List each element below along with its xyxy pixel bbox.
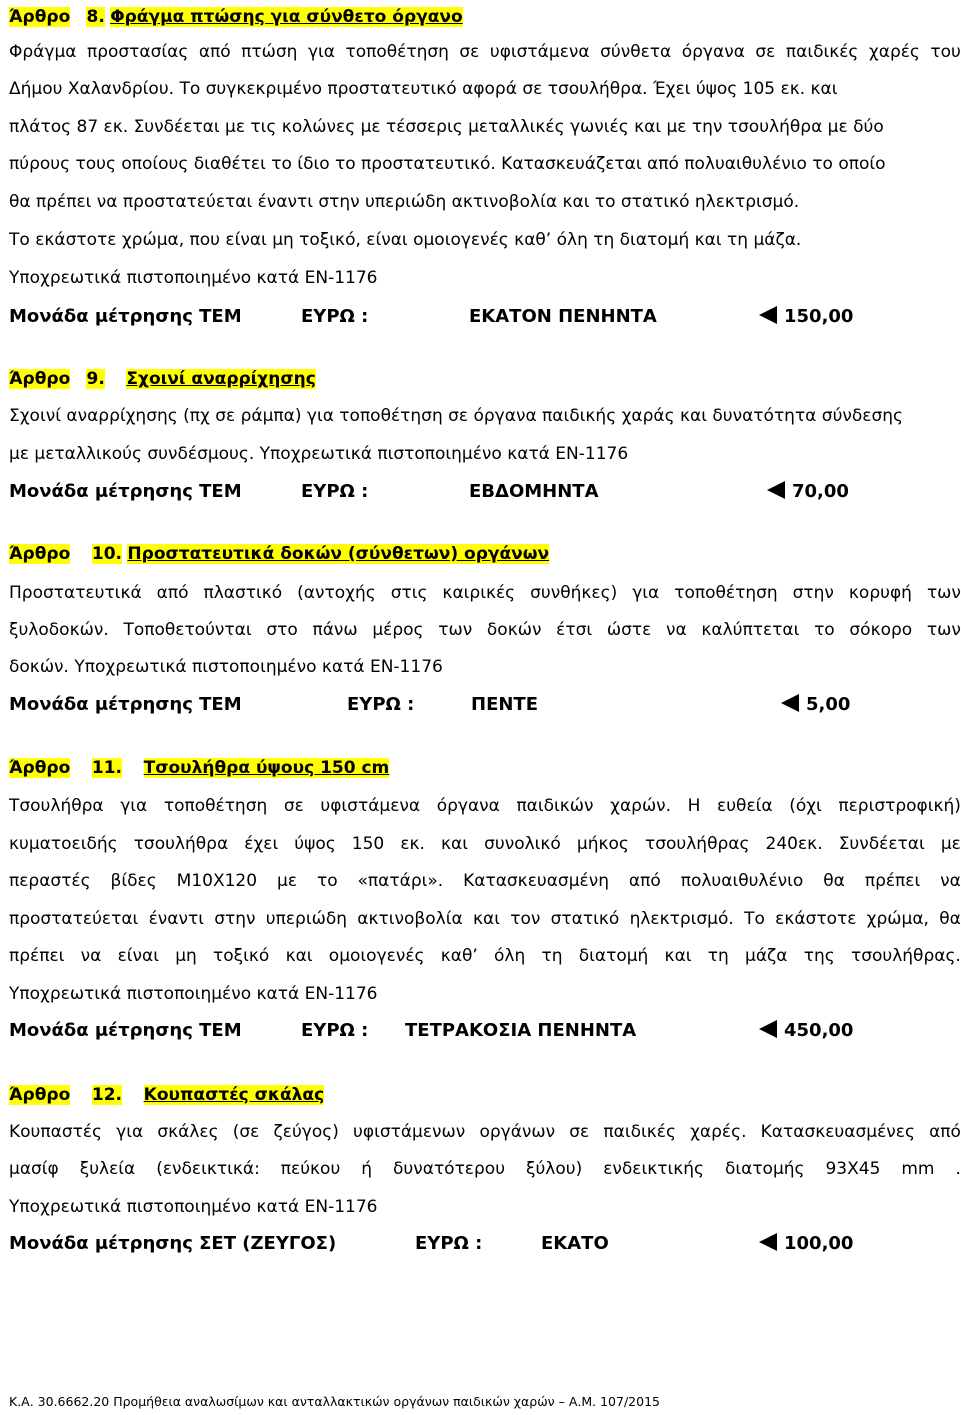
word: και (664, 946, 692, 966)
currency-label: ΕΥΡΩ : (415, 1233, 483, 1254)
word: (όχι (789, 796, 822, 816)
word: χαρές. (690, 1122, 747, 1142)
word: (ενδεικτικά: (156, 1159, 260, 1179)
word: σε (755, 42, 776, 62)
word: να (665, 620, 687, 640)
article-label: Άρθρο (9, 7, 71, 27)
word: 93Χ45 (825, 1159, 881, 1179)
word: Φράγμα (9, 42, 77, 62)
word: όργανα (436, 796, 500, 816)
word: Τσουλήθρα (9, 796, 104, 816)
unit-label: Μονάδα μέτρησης ΤΕΜ (9, 1020, 242, 1041)
article-8-text-line: Υποχρεωτικά πιστοποιημένο κατά ΕΝ-1176 (9, 268, 378, 288)
article-label: Άρθρο (9, 544, 71, 564)
word: πτώση (241, 42, 298, 62)
article-number: 12. (91, 1085, 123, 1105)
price-value (767, 480, 849, 504)
word: με (940, 834, 961, 854)
word: τοποθέτηση (674, 583, 778, 603)
word: έναντι (148, 909, 204, 929)
word: και (441, 834, 469, 854)
price-value (781, 693, 850, 717)
article-11-price-row (9, 1019, 909, 1045)
article-12-text-line: Υποχρεωτικά πιστοποιημένο κατά ΕΝ-1176 (9, 1197, 378, 1217)
article-11-text-line: Υποχρεωτικά πιστοποιημένο κατά ΕΝ-1176 (9, 984, 378, 1004)
price-value (759, 1232, 853, 1256)
word: για (307, 42, 335, 62)
word: Κατασκευασμένες (760, 1122, 915, 1142)
article-10-text-line: δοκών. Υποχρεωτικά πιστοποιημένο κατά ΕΝ-1176 (9, 657, 443, 677)
word: και (285, 946, 313, 966)
word: κορυφή (848, 583, 912, 603)
word: σόκορο (849, 620, 913, 640)
word: για (120, 796, 148, 816)
currency-label: ΕΥΡΩ : (301, 306, 369, 327)
word: οργάνων (479, 1122, 556, 1142)
word: παιδικές (603, 1122, 676, 1142)
article-8-heading (9, 5, 463, 29)
arrow-icon (767, 481, 785, 499)
word: . (955, 1159, 961, 1179)
word: καιρικές (442, 583, 516, 603)
word: σε (459, 42, 480, 62)
word: το (814, 620, 835, 640)
word: τσουλήθρας. (850, 946, 961, 966)
word: για (632, 583, 660, 603)
price-amount: 150,00 (784, 306, 854, 327)
price-value (759, 1019, 853, 1043)
word: διατομής (724, 1159, 805, 1179)
article-11-heading (9, 756, 389, 780)
word: ομοιογενές (328, 946, 425, 966)
word: υφιστάμενα (320, 796, 421, 816)
article-number: 10. (91, 544, 123, 564)
article-8-text-line: θα πρέπει να προστατεύεται έναντι στην υπεριώδη ακτινοβολία και το στατικό ηλεκτρισμό. (9, 192, 800, 212)
word: τοξικό (213, 946, 270, 966)
word: πολυαιθυλένιο (680, 871, 804, 891)
word: στην (792, 583, 834, 603)
word: ευθεία (717, 796, 773, 816)
word: από (929, 1122, 961, 1142)
word: τοποθέτηση (345, 42, 449, 62)
word: στην (214, 909, 256, 929)
price-in-words: ΕΚΑΤΟΝ ΠΕΝΗΝΤΑ (469, 306, 657, 327)
word: προστατεύεται (9, 909, 139, 929)
word: πρέπει (864, 871, 921, 891)
article-title: Φράγμα πτώσης για σύνθετο όργανο (110, 7, 463, 27)
currency-label: ΕΥΡΩ : (301, 481, 369, 502)
word: προστασίας (86, 42, 189, 62)
article-8-price-row (9, 305, 909, 331)
word: της (803, 946, 835, 966)
word: υφιστάμενα (489, 42, 590, 62)
word: έτσι (556, 620, 593, 640)
price-in-words: ΕΒΔΟΜΗΝΤΑ (469, 481, 599, 502)
word: ώστε (606, 620, 652, 640)
word: έχει (244, 834, 279, 854)
word: Μ10Χ120 (176, 871, 258, 891)
word: του (930, 42, 961, 62)
word: βίδες (110, 871, 157, 891)
word: καθ’ (440, 946, 478, 966)
word: ακτινοβολία (357, 909, 463, 929)
word: 240εκ. (765, 834, 823, 854)
word: μάζα (745, 946, 788, 966)
article-title: Κουπαστές σκάλας (143, 1085, 325, 1105)
article-11-text-line (9, 794, 961, 818)
word: δοκών (486, 620, 542, 640)
article-8-text-line: Το εκάστοτε χρώμα, που είναι μη τοξικό, είναι ομοιογενές καθ’ όλη τη διατομή και τη μάζα. (9, 230, 802, 250)
word: μήκος (576, 834, 629, 854)
price-in-words: ΠΕΝΤΕ (471, 694, 538, 715)
price-amount: 5,00 (806, 694, 851, 715)
word: ύψος (294, 834, 336, 854)
word: ζεύγος) (273, 1122, 339, 1142)
article-number: 8. (86, 7, 105, 27)
unit-label: Μονάδα μέτρησης ΤΕΜ (9, 694, 242, 715)
word: Συνδέεται (838, 834, 925, 854)
word: mm (901, 1159, 935, 1179)
word: συνολικό (484, 834, 561, 854)
article-8-text-line: πύρους τους οποίους διαθέτει το ίδιο το προστατευτικό. Κατασκευάζεται από πολυαιθυλένιο το οποίο (9, 154, 886, 174)
word: Κουπαστές (9, 1122, 103, 1142)
article-10-heading (9, 542, 549, 566)
word: παιδικών (516, 796, 594, 816)
word: στατικό (550, 909, 620, 929)
currency-label: ΕΥΡΩ : (301, 1020, 369, 1041)
article-9-text-line: Σχοινί αναρρίχησης (πχ σε ράμπα) για τοποθέτηση σε όργανα παιδικής χαράς και δυνατότητα σύνδεσης (9, 406, 904, 426)
price-in-words: ΤΕΤΡΑΚΟΣΙΑ ΠΕΝΗΝΤΑ (405, 1020, 637, 1041)
word: παιδικές (785, 42, 859, 62)
word: σκάλες (157, 1122, 219, 1142)
unit-label: Μονάδα μέτρησης ΤΕΜ (9, 481, 242, 502)
word: τσουλήθρα (133, 834, 229, 854)
word: από (628, 871, 661, 891)
word: περιστροφική) (838, 796, 961, 816)
word: πρέπει (9, 946, 65, 966)
article-12-text-line (9, 1157, 961, 1181)
word: είναι (117, 946, 159, 966)
article-11-text-line (9, 832, 961, 856)
article-9-text-line: με μεταλλικούς συνδέσμους. Υποχρεωτικά πιστοποιημένο κατά ΕΝ-1176 (9, 444, 629, 464)
word: χαρών. (610, 796, 672, 816)
word: όλη (493, 946, 526, 966)
word: υφιστάμενων (353, 1122, 466, 1142)
word: τη (707, 946, 729, 966)
article-label: Άρθρο (9, 758, 71, 778)
word: τη (541, 946, 563, 966)
word: διατομή (578, 946, 649, 966)
word: τον (510, 909, 541, 929)
article-10-text-line (9, 618, 961, 642)
word: καλύπτεται (701, 620, 800, 640)
article-9-price-row (9, 480, 909, 506)
article-title: Προστατευτικά δοκών (σύνθετων) οργάνων (127, 544, 550, 564)
unit-label: Μονάδα μέτρησης ΤΕΜ (9, 306, 242, 327)
word: τοποθέτηση (163, 796, 268, 816)
word: Κατασκευασμένη (463, 871, 609, 891)
price-amount: 70,00 (792, 481, 849, 502)
word: ή (361, 1159, 373, 1179)
word: (αντοχής (297, 583, 376, 603)
article-12-heading (9, 1083, 324, 1107)
price-value (759, 305, 853, 329)
word: «πατάρι». (357, 871, 444, 891)
currency-label: ΕΥΡΩ : (347, 694, 415, 715)
word: Προστατευτικά (9, 583, 142, 603)
word: το (316, 871, 338, 891)
word: χαρές (868, 42, 920, 62)
arrow-icon (759, 306, 777, 324)
article-number: 9. (86, 369, 105, 389)
article-11-text-line (9, 944, 961, 968)
arrow-icon (759, 1020, 777, 1038)
word: ξύλου) (525, 1159, 583, 1179)
article-12-text-line (9, 1120, 961, 1144)
word: Το (744, 909, 765, 929)
article-10-text-line (9, 581, 961, 605)
word: χρώμα, (866, 909, 929, 929)
article-9-heading (9, 367, 316, 391)
word: και (472, 909, 500, 929)
word: των (926, 583, 961, 603)
word: των (438, 620, 473, 640)
word: ηλεκτρισμό. (629, 909, 734, 929)
word: ενδεικτικής (603, 1159, 704, 1179)
word: να (940, 871, 961, 891)
price-amount: 100,00 (784, 1233, 854, 1254)
word: για (116, 1122, 144, 1142)
page-footer: Κ.Α. 30.6662.20 Προμήθεια αναλωσίμων και ανταλλακτικών οργάνων παιδικών χαρών – Α.Μ. 107/2015 (9, 1394, 660, 1409)
word: να (80, 946, 102, 966)
word: υπεριώδη (265, 909, 348, 929)
word: μη (175, 946, 197, 966)
word: περαστές (9, 871, 91, 891)
word: πάνω (312, 620, 358, 640)
word: σε (283, 796, 304, 816)
word: σε (569, 1122, 590, 1142)
word: τσουλήθρας (645, 834, 750, 854)
word: πλαστικό (203, 583, 283, 603)
word: ξυλεία (79, 1159, 136, 1179)
article-8-text-line (9, 40, 961, 64)
word: συνθήκες) (530, 583, 618, 603)
word: μέρος (372, 620, 424, 640)
word: θα (939, 909, 961, 929)
article-label: Άρθρο (9, 1085, 71, 1105)
word: θα (823, 871, 845, 891)
word: δυνατότερου (393, 1159, 506, 1179)
word: στις (390, 583, 428, 603)
article-8-text-line: πλάτος 87 εκ. Συνδέεται με τις κολώνες με τέσσερις μεταλλικές γωνιές και με την τσουλήθρα με δύο (9, 117, 884, 137)
article-title: Σχοινί αναρρίχησης (126, 369, 316, 389)
word: των (926, 620, 961, 640)
article-number: 11. (91, 758, 123, 778)
word: 150 (351, 834, 385, 854)
article-label: Άρθρο (9, 369, 71, 389)
word: από (156, 583, 189, 603)
arrow-icon (759, 1233, 777, 1251)
word: όργανα (681, 42, 745, 62)
article-11-text-line (9, 907, 961, 931)
word: κυματοειδής (9, 834, 118, 854)
word: (σε (232, 1122, 260, 1142)
unit-label: Μονάδα μέτρησης ΣΕΤ (ΖΕΥΓΟΣ) (9, 1233, 337, 1254)
word: Τοποθετούνται (123, 620, 252, 640)
article-title: Τσουλήθρα ύψους 150 cm (143, 758, 390, 778)
arrow-icon (781, 694, 799, 712)
word: από (198, 42, 231, 62)
word: εκ. (400, 834, 425, 854)
word: σύνθετα (600, 42, 672, 62)
article-11-text-line (9, 869, 961, 893)
word: στο (266, 620, 298, 640)
word: πεύκου (280, 1159, 341, 1179)
price-in-words: ΕΚΑΤΟ (541, 1233, 609, 1254)
article-10-price-row (9, 693, 909, 719)
article-12-price-row (9, 1232, 909, 1258)
word: Η (687, 796, 701, 816)
word: εκάστοτε (775, 909, 857, 929)
price-amount: 450,00 (784, 1020, 854, 1041)
word: μασίφ (9, 1159, 59, 1179)
word: με (277, 871, 298, 891)
word: ξυλοδοκών. (9, 620, 109, 640)
article-8-text-line: Δήμου Χαλανδρίου. Το συγκεκριμένο προστατευτικό αφορά σε τσουλήθρα. Έχει ύψος 105 εκ. και (9, 79, 838, 99)
